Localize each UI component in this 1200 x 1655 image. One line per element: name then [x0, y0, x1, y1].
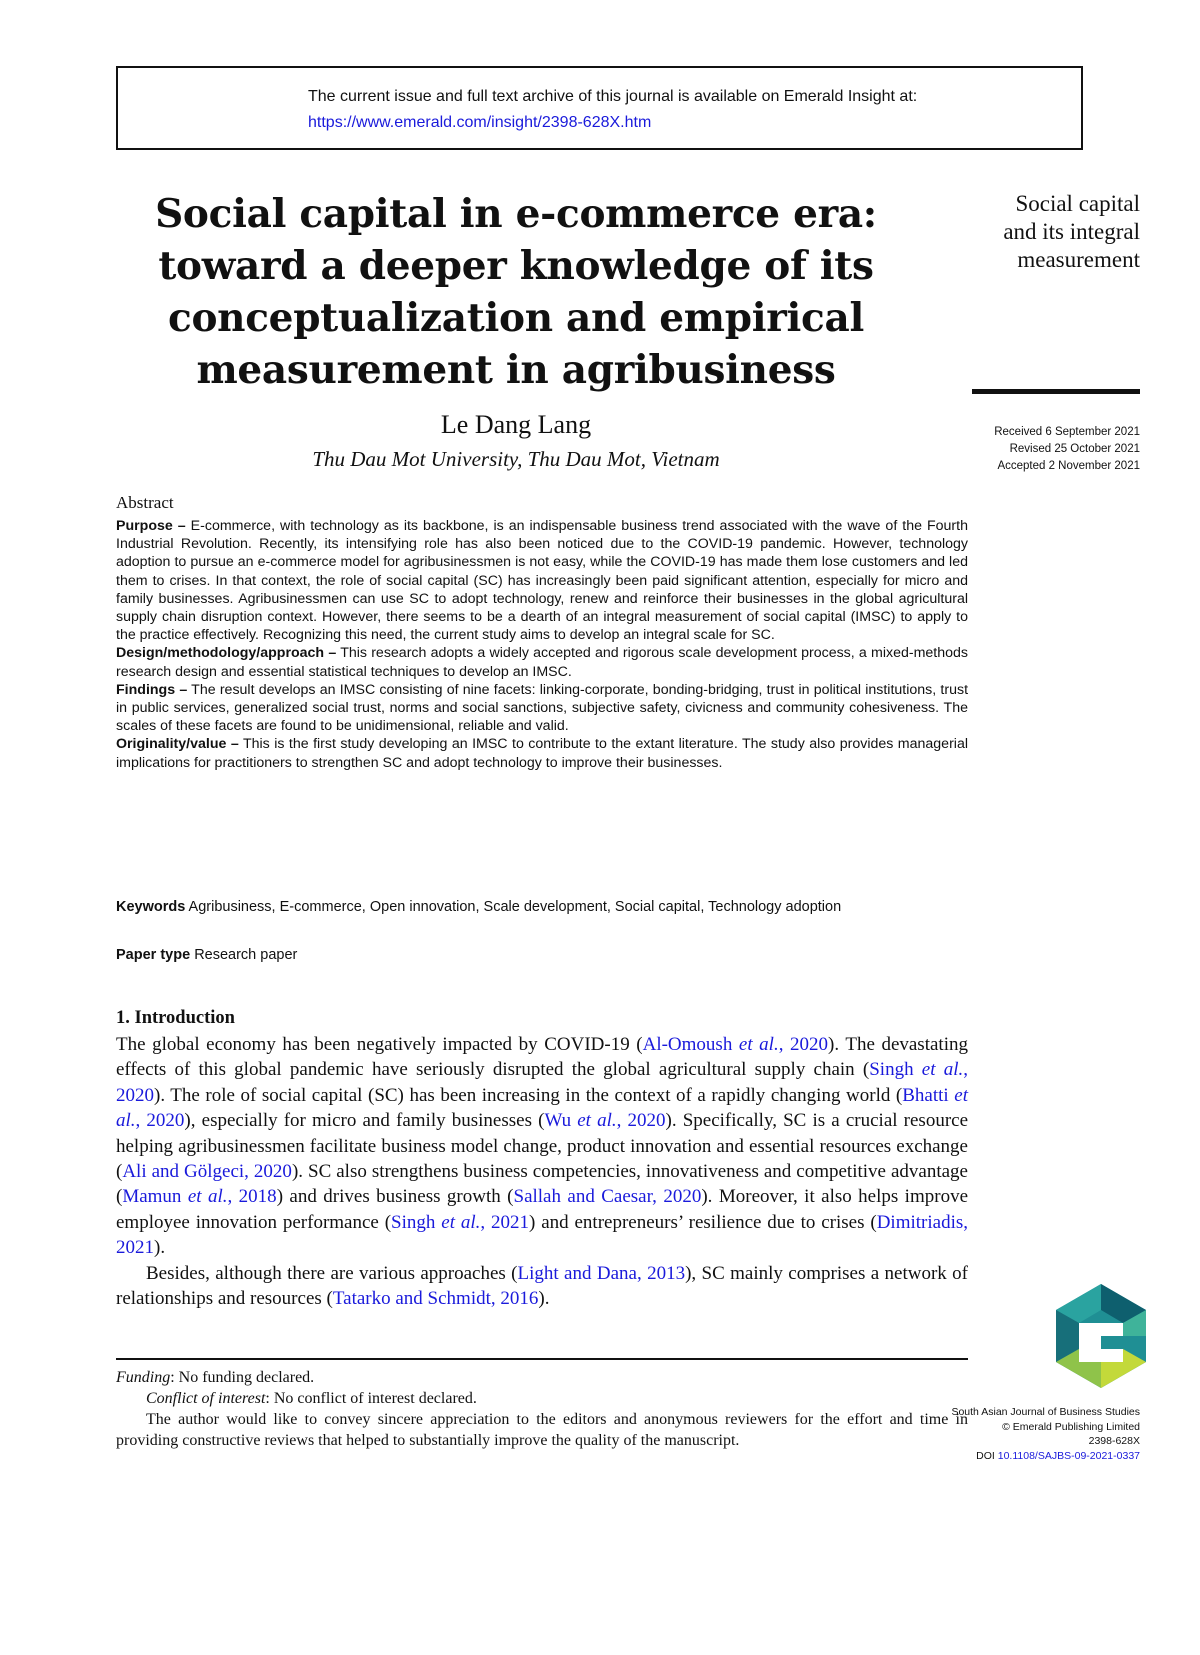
journal-name: South Asian Journal of Business Studies [951, 1406, 1140, 1418]
originality-text: This is the first study developing an IMSC to contribute to the extant literature. The study also provides managerial implications for practitioners to strengthen SC and adopt technology to improve their businesses. [116, 736, 968, 771]
footnotes [116, 1367, 968, 1451]
paper-type-text: Research paper [194, 947, 298, 963]
received-date: Received 6 September 2021 [994, 426, 1140, 438]
running-head-line: Social capital [1015, 191, 1140, 216]
purpose-label: Purpose – [116, 518, 186, 534]
paragraph-text: ). The devastating effects of this global pandemic have seriously disrupted the global agricultural supply chain ( [116, 1034, 968, 1081]
intro-paragraph-1 [116, 1032, 968, 1261]
paper-type-label: Paper type [116, 947, 191, 963]
paragraph-text: ) and entrepreneurs’ resilience due to crises ( [529, 1211, 877, 1233]
footnote-rule [116, 1358, 968, 1360]
running-head [950, 190, 1140, 274]
citation-link[interactable]: Dimitriadis, 2021 [116, 1211, 969, 1259]
citation-link[interactable]: et al. [738, 1034, 779, 1055]
section-heading-introduction: 1. Introduction [116, 1008, 235, 1028]
citation-link[interactable]: Mamun [122, 1186, 188, 1208]
citation-link[interactable]: Wu [544, 1110, 578, 1132]
journal-notice-box [116, 66, 1083, 150]
citation-link[interactable]: et al. [441, 1211, 481, 1233]
paragraph-text: ). The role of social capital (SC) has been increasing in the context of a rapidly changing world ( [154, 1084, 903, 1106]
revised-date: Revised 25 October 2021 [1009, 443, 1140, 455]
citation-link[interactable]: et al. [921, 1059, 964, 1081]
running-head-line: and its integral [1003, 219, 1140, 244]
paragraph-text: ). Specifically, SC is a crucial resource helping agribusinessmen facilitate business model change, product innovation and essential resources exchange ( [116, 1110, 969, 1183]
journal-info [950, 1405, 1140, 1463]
funding-label: Funding [116, 1369, 171, 1386]
findings-label: Findings – [116, 681, 188, 698]
author-name: Le Dang Lang [440, 410, 592, 439]
design-label: Design/methodology/approach – [116, 645, 337, 662]
emerald-logo-icon [1050, 1282, 1152, 1392]
title-line: Social capital in e-commerce era: [155, 191, 877, 237]
paragraph-text: ). [538, 1288, 550, 1310]
citation-link[interactable]: , 2020 [116, 1059, 968, 1106]
notice-text: The current issue and full text archive of this journal is available on Emerald Insight at: [308, 88, 918, 105]
citation-link[interactable]: et al. [577, 1110, 617, 1132]
paragraph-text: Besides, although there are various approaches ( [146, 1262, 518, 1284]
title-line: measurement in agribusiness [196, 347, 836, 393]
paragraph-text: ) and drives business growth ( [276, 1186, 514, 1208]
abstract-body [116, 517, 968, 772]
citation-link[interactable]: Ali and Gölgeci, 2020 [122, 1161, 292, 1183]
findings-text: The result develops an IMSC consisting of nine facets: linking-corporate, bonding-bridging, trust in political institutions, trust in public services, generalized social trust, norms and social sanctions, subjective safety, civicness and community cohesiveness. The scales of these facets are found to be unidimensional, reliable and valid. [116, 681, 969, 735]
citation-link[interactable]: , 2020 [135, 1110, 185, 1132]
paragraph-text: ). SC also strengthens business competencies, innovativeness and competitive advantage ( [116, 1161, 968, 1208]
citation-link[interactable]: Bhatti [902, 1084, 955, 1106]
paper-title [116, 188, 916, 396]
abstract-design [116, 644, 968, 680]
abstract-heading: Abstract [116, 493, 174, 512]
conflict-note [116, 1388, 968, 1409]
paragraph-text: ), SC mainly comprises a network of relationships and resources ( [116, 1262, 968, 1310]
doi-line [950, 1449, 1140, 1464]
issn: 2398-628X [1088, 1435, 1140, 1447]
citation-link[interactable]: et al. [116, 1084, 968, 1132]
citation-link[interactable]: , 2020 [616, 1110, 666, 1132]
abstract-purpose [116, 517, 968, 644]
paragraph-text: ). [154, 1237, 166, 1259]
submission-dates [950, 424, 1140, 475]
introduction-body [116, 1032, 968, 1311]
title-line: toward a deeper knowledge of its [158, 243, 874, 289]
paper-type [116, 947, 297, 963]
acknowledgement: The author would like to convey sincere appreciation to the editors and anonymous reviewers for the effort and time in providing constructive reviews that helped to substantially improve the quality of the manuscript. [116, 1411, 968, 1449]
conflict-label: Conflict of interest [146, 1390, 266, 1407]
funding-text: : No funding declared. [170, 1369, 315, 1386]
citation-link[interactable]: Al-Omoush [642, 1034, 739, 1055]
keywords-label: Keywords [116, 899, 186, 915]
margin-rule [972, 389, 1140, 394]
author-affiliation: Thu Dau Mot University, Thu Dau Mot, Vietnam [312, 447, 720, 471]
paragraph-text: ). Moreover, it also helps improve employee innovation performance ( [116, 1186, 968, 1233]
running-head-line: measurement [1017, 247, 1140, 272]
citation-link[interactable]: Sallah and Caesar, 2020 [513, 1186, 702, 1208]
intro-paragraph-2 [116, 1261, 968, 1312]
purpose-text: E-commerce, with technology as its backbone, is an indispensable business trend associated with the wave of the Fourth Industrial Revolution. Recently, its intensifying role has also been noticed due to the COVID-19 pandemic. However, technology adoption to pursue an e-commerce model for agribusinessmen is not easy, while the COVID-19 has made them lose customers and led them to crises. In that context, the role of social capital (SC) has increasingly been paid significant attention, especially for micro and family businesses. Agribusinessmen can use SC to adopt technology, renew and reinforce their businesses in the global agricultural supply chain disruption context. However, there seems to be a dearth of an integral measurement of social capital (IMSC) to apply to the practice effectively. Recognizing this need, the current study aims to develop an integral scale for SC. [116, 518, 968, 644]
citation-link[interactable]: Singh [869, 1059, 922, 1081]
copyright: © Emerald Publishing Limited [1002, 1420, 1140, 1433]
abstract-findings [116, 681, 968, 736]
keywords [116, 896, 916, 919]
paragraph-text: ), especially for micro and family businesses ( [184, 1110, 545, 1132]
citation-link[interactable]: Tatarko and Schmidt, 2016 [332, 1288, 539, 1310]
journal-url-link[interactable]: https://www.emerald.com/insight/2398-628X.htm [308, 114, 652, 131]
accepted-date: Accepted 2 November 2021 [997, 460, 1140, 472]
citation-link[interactable]: , 2020 [778, 1034, 829, 1055]
keywords-text: Agribusiness, E-commerce, Open innovation, Scale development, Social capital, Technology adoption [188, 899, 842, 915]
citation-link[interactable]: Singh [391, 1211, 442, 1233]
abstract-originality [116, 735, 968, 771]
doi-label: DOI [976, 1449, 995, 1462]
funding-note [116, 1367, 968, 1388]
conflict-text: : No conflict of interest declared. [265, 1390, 477, 1407]
originality-label: Originality/value – [116, 736, 239, 753]
title-line: conceptualization and empirical [168, 295, 864, 341]
design-text: This research adopts a widely accepted and rigorous scale development process, a mixed-methods research design and essential statistical techniques to develop an IMSC. [116, 645, 969, 680]
citation-link[interactable]: et al. [187, 1186, 228, 1208]
citation-link[interactable]: Light and Dana, 2013 [517, 1262, 686, 1284]
paragraph-text: The global economy has been negatively impacted by COVID-19 ( [116, 1034, 643, 1055]
citation-link[interactable]: , 2021 [480, 1211, 529, 1233]
doi-link[interactable]: 10.1108/SAJBS-09-2021-0337 [997, 1449, 1140, 1462]
citation-link[interactable]: , 2018 [227, 1186, 277, 1208]
